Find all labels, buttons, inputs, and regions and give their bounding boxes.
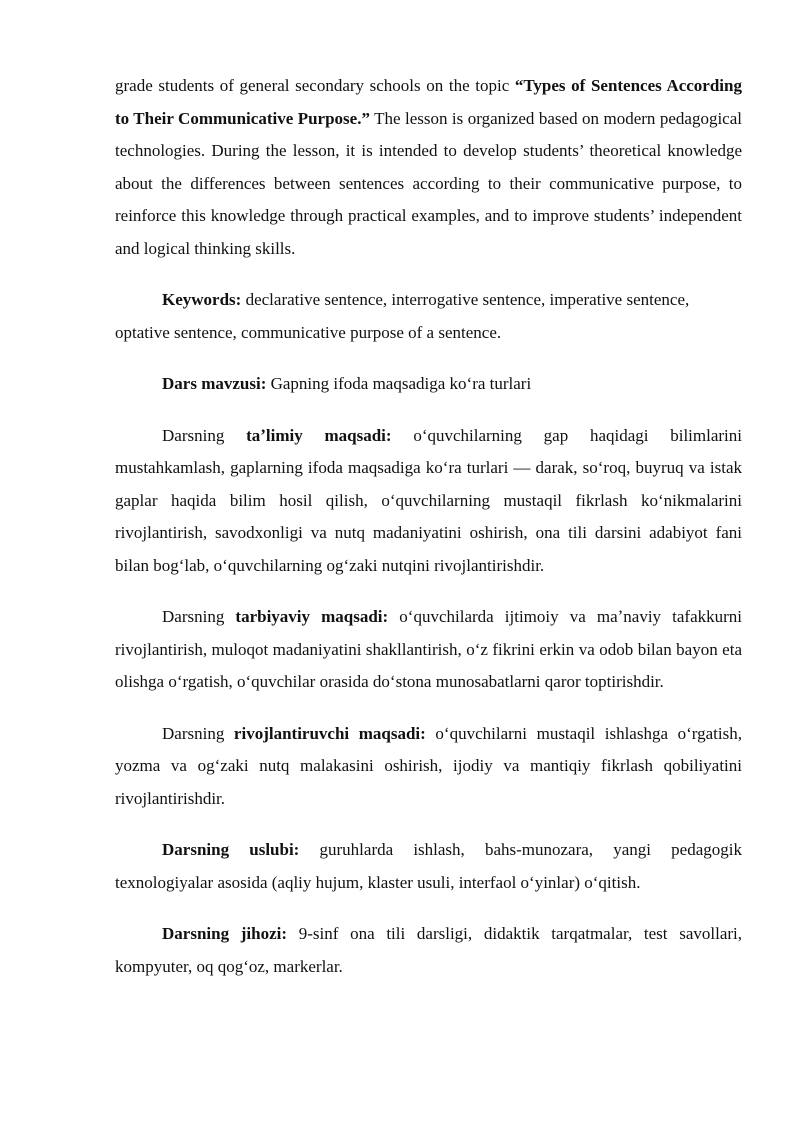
keywords-paragraph <box>115 284 742 349</box>
educational-goal-prefix: Darsning <box>162 425 247 445</box>
method-text: guruhlarda ishlash, bahs-munozara, yangi pedagogik texnologiyalar asosida (aqliy hujum, klaster usuli, interfaol oʻyinlar) oʻqitish. <box>115 840 742 892</box>
educational-goal-text: oʻquvchilarning gap haqidagi bilimlarini mustahkamlash, gaplarning ifoda maqsadiga koʻra turlari — darak, soʻroq, buyruq va istak gaplar haqida bilim hosil qilish, oʻquvchilarning mustaqil fikrlash koʻnikmalarini rivojlantirish, savodxonligi va nutq madaniyatini oshirish, ona tili darsini adabiyot fani bilan bogʻlab, oʻquvchilarning ogʻzaki nutqini rivojlantirishdir. <box>115 425 742 575</box>
topic-label: Dars mavzusi: <box>162 374 267 393</box>
keywords-text: declarative sentence, interrogative sentence, imperative sentence, optative sentence, communicative purpose of a sentence. <box>115 290 690 342</box>
intro-paragraph <box>115 70 742 265</box>
educational-goal-label: taʼlimiy maqsadi: <box>246 425 392 445</box>
method-paragraph <box>115 834 742 899</box>
upbringing-goal-text: oʻquvchilarda ijtimoiy va maʼnaviy tafakkurni rivojlantirish, muloqot madaniyatini shakllantirish, oʻz fikrini erkin va odob bilan bayon eta olishga oʻrgatish, oʻquvchilar orasida doʻstona munosabatlarni qaror toptirishdir. <box>115 607 742 691</box>
intro-text-start: grade students of general secondary schools on the topic <box>115 76 515 95</box>
developmental-goal-label: rivojlantiruvchi maqsadi: <box>233 723 426 743</box>
upbringing-goal-label: tarbiyaviy maqsadi: <box>235 607 389 626</box>
lesson-topic-title: “Types of Sentences According to Their Communicative Purpose.” <box>115 76 742 128</box>
method-label: Darsning uslubi: <box>162 840 300 859</box>
equipment-label: Darsning jihozi: <box>162 924 288 943</box>
document-body <box>115 70 742 983</box>
educational-goal-paragraph <box>115 420 742 583</box>
equipment-paragraph <box>115 918 742 983</box>
topic-paragraph <box>115 368 742 401</box>
developmental-goal-paragraph <box>115 718 742 816</box>
upbringing-goal-paragraph <box>115 601 742 699</box>
topic-text: Gapning ifoda maqsadiga koʻra turlari <box>266 374 532 393</box>
developmental-goal-prefix: Darsning <box>162 723 234 743</box>
equipment-text: 9-sinf ona tili darsligi, didaktik tarqatmalar, test savollari, kompyuter, oq qogʻoz, markerlar. <box>115 924 743 976</box>
upbringing-goal-prefix: Darsning <box>162 607 236 626</box>
intro-text-end: The lesson is organized based on modern pedagogical technologies. During the lesson, it is intended to develop students’ theoretical knowledge about the differences between sentences according to their communicative purpose, to reinforce this knowledge through practical examples, and to improve students’ independent and logical thinking skills. <box>115 108 742 258</box>
developmental-goal-text: oʻquvchilarni mustaqil ishlashga oʻrgatish, yozma va ogʻzaki nutq malakasini oshirish, ijodiy va mantiqiy fikrlash qobiliyatini rivojlantirishdir. <box>115 723 742 808</box>
keywords-label: Keywords: <box>162 290 242 309</box>
